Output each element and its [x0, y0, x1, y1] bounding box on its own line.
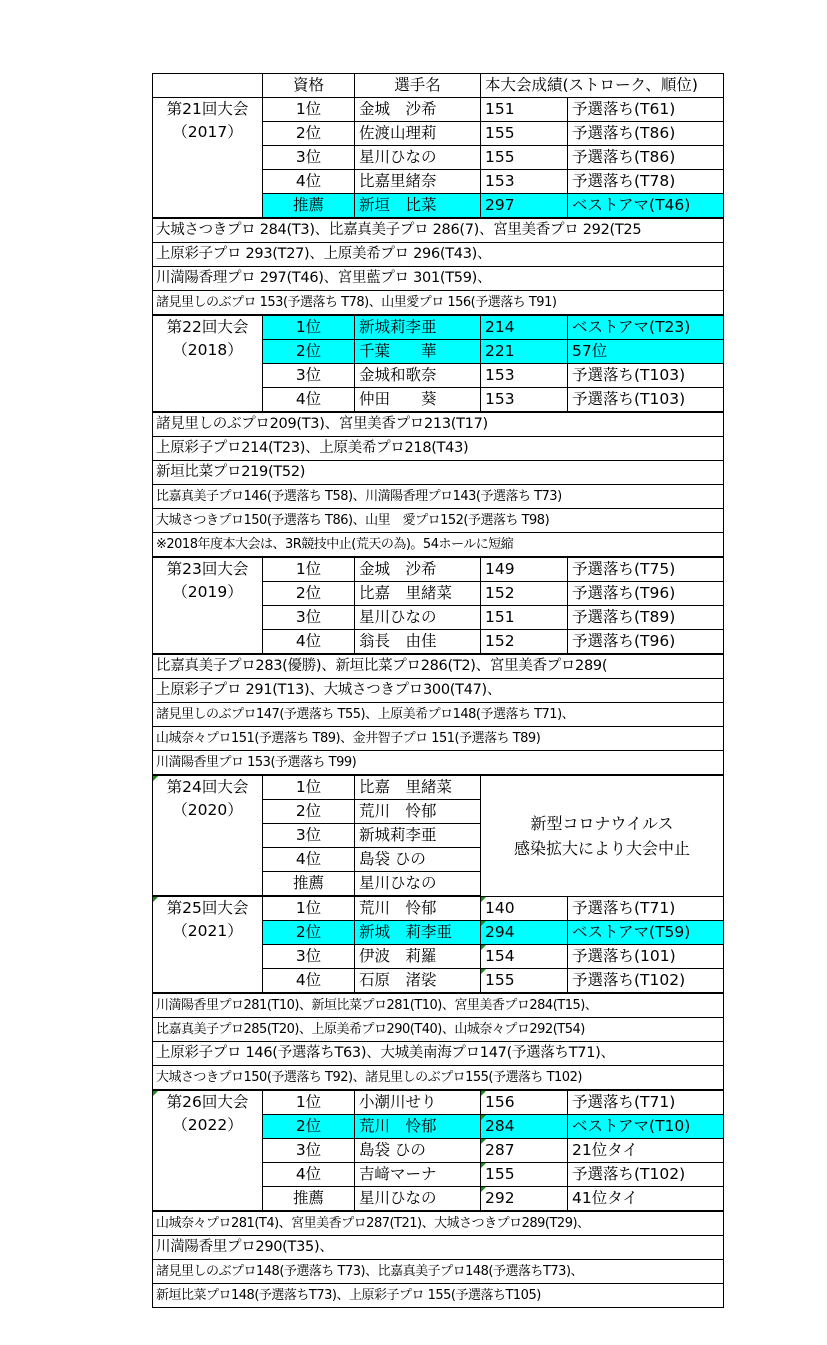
qualification: 3位 — [263, 824, 355, 848]
stroke: 140 — [481, 896, 568, 921]
placing: 予選落ち(T71) — [568, 896, 724, 921]
pro-results-note: 大城さつきプロ150(予選落ち T92)、諸見里しのぶプロ155(予選落ち T102) — [153, 1066, 724, 1091]
pro-results-note: 諸見里しのぶプロ148(予選落ち T73)、比嘉真美子プロ148(予選落ちT73)、 — [153, 1260, 724, 1284]
qualification: 2位 — [263, 122, 355, 146]
placing: 予選落ち(T89) — [568, 606, 724, 630]
qualification: 3位 — [263, 606, 355, 630]
player-name: 金城 沙希 — [355, 557, 481, 582]
placing: 予選落ち(T103) — [568, 388, 724, 413]
placing: ベストアマ(T59) — [568, 921, 724, 945]
qualification: 4位 — [263, 848, 355, 872]
qualification: 3位 — [263, 364, 355, 388]
placing: 予選落ち(101) — [568, 945, 724, 969]
pro-results-note: 比嘉真美子プロ285(T20)、上原美希プロ290(T40)、山城奈々プロ292(T54) — [153, 1018, 724, 1042]
qualification: 4位 — [263, 1163, 355, 1187]
placing: 予選落ち(T103) — [568, 364, 724, 388]
t21-note-4 — [153, 291, 724, 316]
pro-results-note: 上原彩子プロ 146(予選落ちT63)、大城美南海プロ147(予選落ちT71)、 — [153, 1042, 724, 1066]
t22-title: 第22回大会 — [166, 318, 249, 336]
header-result: 本大会成績(ストローク、順位) — [481, 74, 724, 98]
stroke: 153 — [481, 364, 568, 388]
qualification: 1位 — [263, 315, 355, 340]
t22-year: （2018） — [172, 341, 243, 359]
placing: 予選落ち(T102) — [568, 969, 724, 994]
pro-results-note: 川満陽香里プロ290(T35)、 — [153, 1236, 724, 1260]
stroke: 152 — [481, 630, 568, 655]
qualification: 2位 — [263, 800, 355, 824]
t23-note-5 — [153, 751, 724, 776]
qualification: 4位 — [263, 388, 355, 413]
stroke: 292 — [481, 1187, 568, 1212]
t22-note-4 — [153, 485, 724, 509]
stroke: 294 — [481, 921, 568, 945]
pro-results-note: 川満陽香里プロ281(T10)、新垣比菜プロ281(T10)、宮里美香プロ284(T15)、 — [153, 993, 724, 1018]
placing: ベストアマ(T46) — [568, 194, 724, 219]
pro-results-note: 諸見里しのぶプロ209(T3)、宮里美香プロ213(T17) — [153, 412, 724, 437]
t26-title: 第26回大会 — [166, 1093, 249, 1111]
pro-results-note: 上原彩子プロ 291(T13)、大城さつきプロ300(T47)、 — [153, 679, 724, 703]
qualification: 1位 — [263, 896, 355, 921]
qualification: 3位 — [263, 945, 355, 969]
header-qualification: 資格 — [263, 74, 355, 98]
qualification: 推薦 — [263, 194, 355, 219]
t23-year: （2019） — [172, 583, 243, 601]
player-name: 星川ひなの — [355, 1187, 481, 1212]
player-name: 新城莉李亜 — [355, 824, 481, 848]
pro-results-note: 山城奈々プロ151(予選落ち T89)、金井智子プロ 151(予選落ち T89) — [153, 727, 724, 751]
qualification: 1位 — [263, 557, 355, 582]
qualification: 2位 — [263, 582, 355, 606]
t26-note-2 — [153, 1236, 724, 1260]
header-row — [153, 74, 724, 98]
stroke: 154 — [481, 945, 568, 969]
stroke: 155 — [481, 1163, 568, 1187]
stroke: 149 — [481, 557, 568, 582]
pro-results-note: 比嘉真美子プロ146(予選落ち T58)、川満陽香理プロ143(予選落ち T73) — [153, 485, 724, 509]
pro-results-note: 川満陽香里プロ 153(予選落ち T99) — [153, 751, 724, 776]
player-name: 金城 沙希 — [355, 98, 481, 122]
placing: 予選落ち(T61) — [568, 98, 724, 122]
t24-row-1 — [153, 775, 724, 800]
t21-title: 第21回大会 — [166, 100, 249, 118]
player-name: 荒川 怜郁 — [355, 896, 481, 921]
player-name: 星川ひなの — [355, 146, 481, 170]
player-name: 新城莉李亜 — [355, 315, 481, 340]
t21-title-cell — [153, 98, 263, 219]
t26-note-4 — [153, 1284, 724, 1308]
t25-note-1 — [153, 993, 724, 1018]
t21-note-1 — [153, 218, 724, 243]
stroke: 284 — [481, 1115, 568, 1139]
placing: 21位タイ — [568, 1139, 724, 1163]
placing: 予選落ち(T86) — [568, 122, 724, 146]
t22-row-1 — [153, 315, 724, 340]
stroke: 155 — [481, 969, 568, 994]
player-name: 島袋 ひの — [355, 848, 481, 872]
qualification: 推薦 — [263, 1187, 355, 1212]
tournament-note: ※2018年度本大会は、3R競技中止(荒天の為)。54ホールに短縮 — [153, 533, 724, 558]
qualification: 1位 — [263, 775, 355, 800]
qualification: 4位 — [263, 969, 355, 994]
qualification: 1位 — [263, 98, 355, 122]
player-name: 新城 莉李亜 — [355, 921, 481, 945]
placing: 予選落ち(T96) — [568, 630, 724, 655]
stroke: 214 — [481, 315, 568, 340]
player-name: 伊波 莉羅 — [355, 945, 481, 969]
player-name: 島袋 ひの — [355, 1139, 481, 1163]
t23-note-1 — [153, 654, 724, 679]
t26-note-1 — [153, 1211, 724, 1236]
t23-note-4 — [153, 727, 724, 751]
pro-results-note: 大城さつきプロ150(予選落ち T86)、山里 愛プロ152(予選落ち T98) — [153, 509, 724, 533]
t22-note-1 — [153, 412, 724, 437]
t23-note-2 — [153, 679, 724, 703]
pro-results-note: 新垣比菜プロ219(T52) — [153, 461, 724, 485]
placing: 予選落ち(T75) — [568, 557, 724, 582]
t24-title-cell — [153, 775, 263, 896]
pro-results-note: 山城奈々プロ281(T4)、宮里美香プロ287(T21)、大城さつきプロ289(T29)、 — [153, 1211, 724, 1236]
pro-results-note: 川満陽香理プロ 297(T46)、宮里藍プロ 301(T59)、 — [153, 267, 724, 291]
qualification: 3位 — [263, 1139, 355, 1163]
cancellation-line-2: 感染拡大により大会中止 — [514, 838, 691, 858]
placing: 予選落ち(T71) — [568, 1090, 724, 1115]
t26-title-cell — [153, 1090, 263, 1211]
t21-row-1 — [153, 98, 724, 122]
pro-results-note: 諸見里しのぶプロ 153(予選落ち T78)、山里愛プロ 156(予選落ち T91) — [153, 291, 724, 316]
t22-note-2 — [153, 437, 724, 461]
qualification: 2位 — [263, 1115, 355, 1139]
stroke: 151 — [481, 98, 568, 122]
player-name: 荒川 怜郁 — [355, 800, 481, 824]
header-player-name: 選手名 — [355, 74, 481, 98]
player-name: 比嘉 里緒菜 — [355, 775, 481, 800]
stroke: 152 — [481, 582, 568, 606]
pro-results-note: 諸見里しのぶプロ147(予選落ち T55)、上原美希プロ148(予選落ち T71)、 — [153, 703, 724, 727]
player-name: 金城和歌奈 — [355, 364, 481, 388]
player-name: 新垣 比菜 — [355, 194, 481, 219]
player-name: 比嘉里緒奈 — [355, 170, 481, 194]
pro-results-note: 新垣比菜プロ148(予選落ちT73)、上原彩子プロ 155(予選落ちT105) — [153, 1284, 724, 1308]
placing: ベストアマ(T23) — [568, 315, 724, 340]
header-blank — [153, 74, 263, 98]
t25-title: 第25回大会 — [166, 899, 249, 917]
qualification: 4位 — [263, 170, 355, 194]
player-name: 石原 渚裟 — [355, 969, 481, 994]
player-name: 小潮川せり — [355, 1090, 481, 1115]
placing: 予選落ち(T96) — [568, 582, 724, 606]
placing: 予選落ち(T86) — [568, 146, 724, 170]
t26-year: （2022） — [172, 1116, 243, 1134]
stroke: 221 — [481, 340, 568, 364]
pro-results-note: 大城さつきプロ 284(T3)、比嘉真美子プロ 286(7)、宮里美香プロ 292(T25 — [153, 218, 724, 243]
results-sheet — [152, 73, 723, 1308]
t26-row-1 — [153, 1090, 724, 1115]
stroke: 153 — [481, 388, 568, 413]
cancellation-line-1: 新型コロナウイルス — [530, 813, 674, 833]
player-name: 比嘉 里緒菜 — [355, 582, 481, 606]
results-table — [152, 73, 724, 1308]
t23-title: 第23回大会 — [166, 560, 249, 578]
t25-note-2 — [153, 1018, 724, 1042]
t21-note-2 — [153, 243, 724, 267]
t23-row-1 — [153, 557, 724, 582]
placing: ベストアマ(T10) — [568, 1115, 724, 1139]
placing: 予選落ち(T78) — [568, 170, 724, 194]
t25-note-4 — [153, 1066, 724, 1091]
player-name: 吉﨑マーナ — [355, 1163, 481, 1187]
t24-year: （2020） — [172, 801, 243, 819]
player-name: 荒川 怜郁 — [355, 1115, 481, 1139]
t22-note-6 — [153, 533, 724, 558]
qualification: 1位 — [263, 1090, 355, 1115]
t21-year: （2017） — [172, 123, 243, 141]
qualification: 4位 — [263, 630, 355, 655]
t25-row-1 — [153, 896, 724, 921]
qualification: 2位 — [263, 340, 355, 364]
t22-note-5 — [153, 509, 724, 533]
t25-title-cell — [153, 896, 263, 993]
stroke: 151 — [481, 606, 568, 630]
qualification: 推薦 — [263, 872, 355, 897]
player-name: 仲田 葵 — [355, 388, 481, 413]
pro-results-note: 上原彩子プロ 293(T27)、上原美希プロ 296(T43)、 — [153, 243, 724, 267]
placing: 41位タイ — [568, 1187, 724, 1212]
placing: 予選落ち(T102) — [568, 1163, 724, 1187]
stroke: 153 — [481, 170, 568, 194]
t23-note-3 — [153, 703, 724, 727]
t25-year: （2021） — [172, 922, 243, 940]
pro-results-note: 比嘉真美子プロ283(優勝)、新垣比菜プロ286(T2)、宮里美香プロ289( — [153, 654, 724, 679]
t25-note-3 — [153, 1042, 724, 1066]
player-name: 星川ひなの — [355, 872, 481, 897]
t22-title-cell — [153, 315, 263, 412]
t24-title: 第24回大会 — [166, 778, 249, 796]
stroke: 155 — [481, 146, 568, 170]
qualification: 2位 — [263, 921, 355, 945]
player-name: 星川ひなの — [355, 606, 481, 630]
t26-note-3 — [153, 1260, 724, 1284]
qualification: 3位 — [263, 146, 355, 170]
stroke: 287 — [481, 1139, 568, 1163]
t21-note-3 — [153, 267, 724, 291]
stroke: 155 — [481, 122, 568, 146]
placing: 57位 — [568, 340, 724, 364]
stroke: 156 — [481, 1090, 568, 1115]
player-name: 佐渡山理莉 — [355, 122, 481, 146]
t22-note-3 — [153, 461, 724, 485]
stroke: 297 — [481, 194, 568, 219]
pro-results-note: 上原彩子プロ214(T23)、上原美希プロ218(T43) — [153, 437, 724, 461]
player-name: 翁長 由佳 — [355, 630, 481, 655]
t23-title-cell — [153, 557, 263, 654]
cancellation-notice — [481, 775, 724, 896]
player-name: 千葉 華 — [355, 340, 481, 364]
